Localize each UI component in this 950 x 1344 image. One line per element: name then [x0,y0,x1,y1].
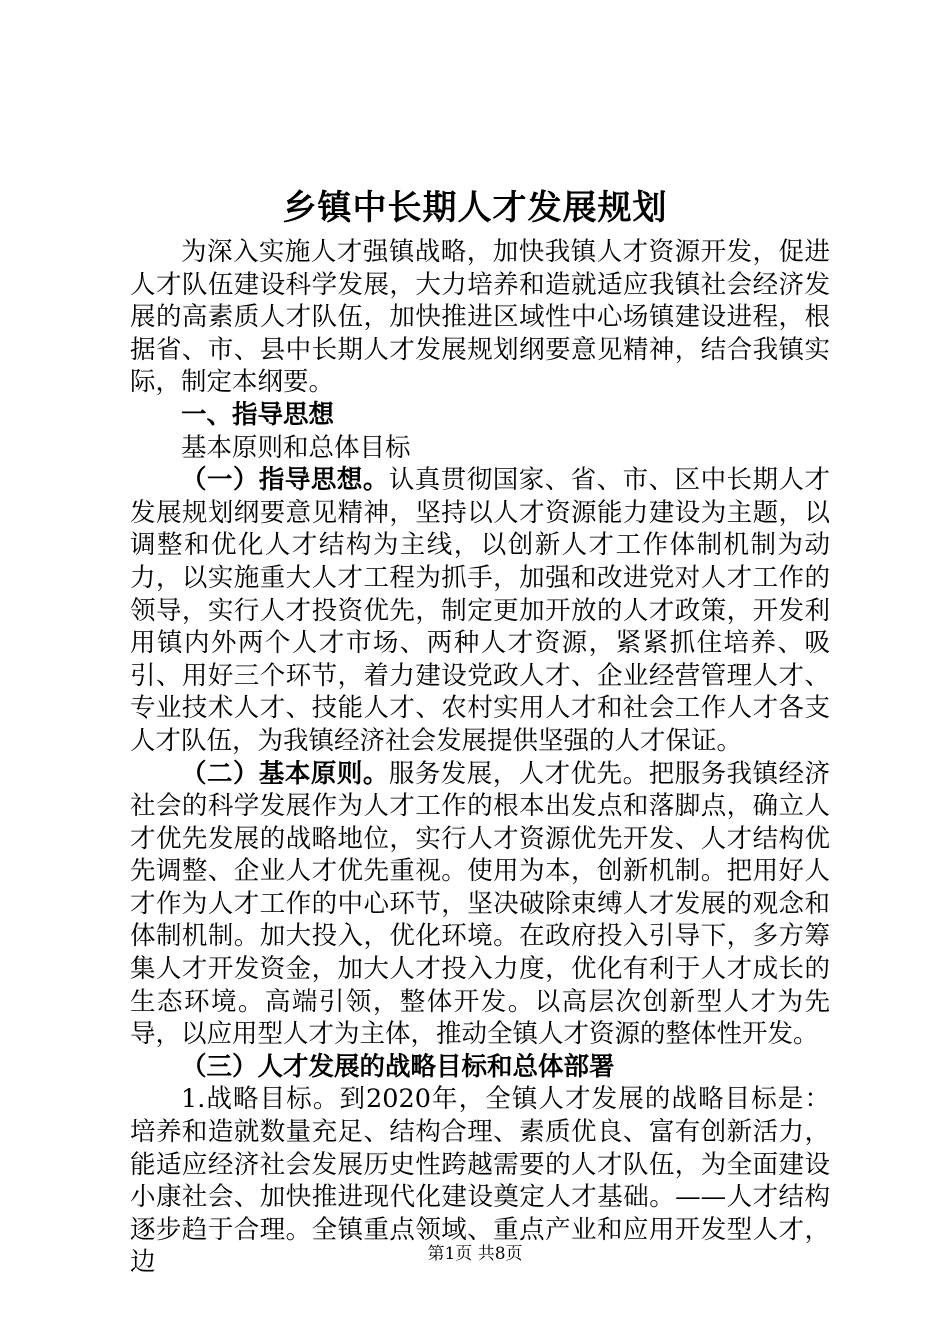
document-body [130,236,830,1279]
section-heading-guiding-ideology: 一、指导思想 [181,399,335,430]
document-title: 乡镇中长期人才发展规划 [282,188,668,228]
intro-paragraph: 为深入实施人才强镇战略，加快我镇人才资源开发，促进人才队伍建设科学发展，大力培养和造就适应我镇社会经济发展的高素质人才队伍，加快推进区域性中心场镇建设进程，根据省、市、县中长期人才发展规划纲要意见精神，结合我镇实际，制定本纲要。 [130,237,830,398]
paragraph-guiding-ideology [130,464,830,757]
paragraph-text: 服务发展，人才优先。把服务我镇经济社会的科学发展作为人才工作的根本出发点和落脚点，确立人才优先发展的战略地位，实行人才资源优先开发、人才结构优先调整、企业人才优先重视。使用为本，创新机制。把用好人才作为人才工作的中心环节，坚决破除束缚人才发展的观念和体制机制。加大投入，优化环境。在政府投入引导下，多方筹集人才开发资金，加大人才投入力度，优化有利于人才成长的生态环境。高端引领，整体开发。以高层次创新型人才为先导，以应用型人才为主体，推动全镇人才资源的整体性开发。 [130,758,830,1050]
paragraph-lead: （二）基本原则。 [181,758,389,789]
paragraph-text: 认真贯彻国家、省、市、区中长期人才发展规划纲要意见精神，坚持以人才资源能力建设为主题，以调整和优化人才结构为主线，以创新人才工作体制机制为动力，以实施重大人才工程为抓手，加强和改进党对人才工作的领导，实行人才投资优先，制定更加开放的人才政策，开发利用镇内外两个人才市场、两种人才资源，紧紧抓住培养、吸引、用好三个环节，着力建设党政人才、企业经营管理人才、专业技术人才、技能人才、农村实用人才和社会工作人才各支人才队伍，为我镇经济社会发展提供坚强的人才保证。 [130,465,830,756]
paragraph-lead: （一）指导思想。 [181,465,389,496]
paragraph-basic-principles [130,758,830,1051]
paragraph-strategic-goals: 1.战略目标。到2020年，全镇人才发展的战略目标是：培养和造就数量充足、结构合理、素质优良、富有创新活力，能适应经济社会发展历史性跨越需要的人才队伍，为全面建设小康社会、加快推进现代化建设奠定人才基础。——人才结构逐步趋于合理。全镇重点领域、重点产业和应用开发型人才，边 [130,1084,830,1278]
page-number-footer: 第1页 共8页 [427,1244,523,1264]
subtitle-line: 基本原则和总体目标 [181,432,411,463]
section-heading-strategic-goals: （三）人才发展的战略目标和总体部署 [181,1051,615,1082]
